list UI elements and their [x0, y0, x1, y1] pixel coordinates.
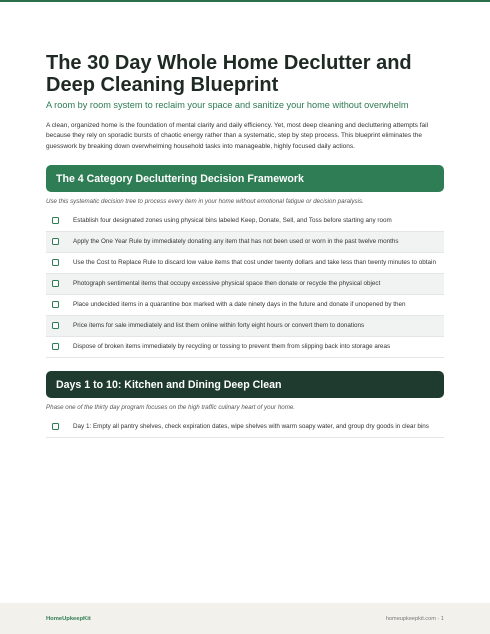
page-footer	[0, 603, 490, 634]
section-heading: The 4 Category Decluttering Decision Framework	[56, 172, 304, 185]
document-content	[46, 52, 444, 438]
checklist-item-text: Place undecided items in a quarantine box marked with a date ninety days in the future and donate if unopened by then	[73, 301, 406, 309]
top-rule	[0, 0, 490, 2]
checklist-item	[46, 417, 444, 438]
checkbox[interactable]	[52, 238, 59, 245]
checklist-item	[46, 211, 444, 232]
section-description: Phase one of the thirty day program focuses on the high traffic culinary heart of your home.	[46, 404, 296, 412]
checkbox[interactable]	[52, 217, 59, 224]
checklist-item	[46, 295, 444, 316]
footer-brand: HomeUpkeepKit	[46, 615, 91, 622]
checklist-item-text: Use the Cost to Replace Rule to discard low value items that cost under twenty dollars and take less than twenty minutes to obtain	[73, 259, 436, 267]
checklist-item-text: Apply the One Year Rule by immediately donating any item that has not been used or worn in the past twelve months	[73, 238, 399, 246]
page-number: 1	[440, 615, 444, 622]
checklist-item	[46, 232, 444, 253]
checkbox[interactable]	[52, 259, 59, 266]
section-heading: Days 1 to 10: Kitchen and Dining Deep Clean	[56, 378, 282, 391]
checklist-item	[46, 253, 444, 274]
checkbox[interactable]	[52, 280, 59, 287]
checkbox[interactable]	[52, 301, 59, 308]
document-title: The 30 Day Whole Home Declutter and Deep Cleaning Blueprint	[46, 52, 412, 96]
document-subtitle: A room by room system to reclaim your space and sanitize your home without overwhelm	[46, 100, 409, 110]
checklist-item-text: Photograph sentimental items that occupy excessive physical space then donate or recycle the physical object	[73, 280, 381, 288]
footer-separator: ·	[437, 615, 440, 622]
checklist-item	[46, 274, 444, 295]
section-header-kitchen	[46, 371, 444, 398]
checklist-item-text: Day 1: Empty all pantry shelves, check expiration dates, wipe shelves with warm soapy water, and group dry goods in clear bins	[73, 423, 429, 431]
checklist-item-text: Price items for sale immediately and list them online within forty eight hours or convert them to donations	[73, 322, 365, 330]
checklist-item	[46, 316, 444, 337]
checkbox[interactable]	[52, 423, 59, 430]
checkbox[interactable]	[52, 343, 59, 350]
intro-paragraph: A clean, organized home is the foundation of mental clarity and daily efficiency. Yet, most deep cleaning and decluttering attempts fail because they rely on sporadic bursts of chaotic energy rather than a systematic, step by step process. This blueprint eliminates the guesswork by breaking down overwhelming household tasks into manageable, highly focused daily actions.	[46, 122, 429, 150]
checkbox[interactable]	[52, 322, 59, 329]
section-header-framework	[46, 165, 444, 192]
checklist-framework	[46, 211, 444, 358]
checklist-item-text: Dispose of broken items immediately by recycling or tossing to prevent them from slipping back into storage areas	[73, 343, 391, 351]
checklist-kitchen	[46, 417, 444, 438]
footer-site-info	[386, 616, 444, 622]
section-description: Use this systematic decision tree to process every item in your home without emotional fatigue or decision paralysis.	[46, 198, 364, 206]
checklist-item-text: Establish four designated zones using physical bins labeled Keep, Donate, Sell, and Toss before starting any room	[73, 217, 392, 225]
footer-site: homeupkeepkit.com	[385, 615, 436, 622]
checklist-item	[46, 337, 444, 358]
